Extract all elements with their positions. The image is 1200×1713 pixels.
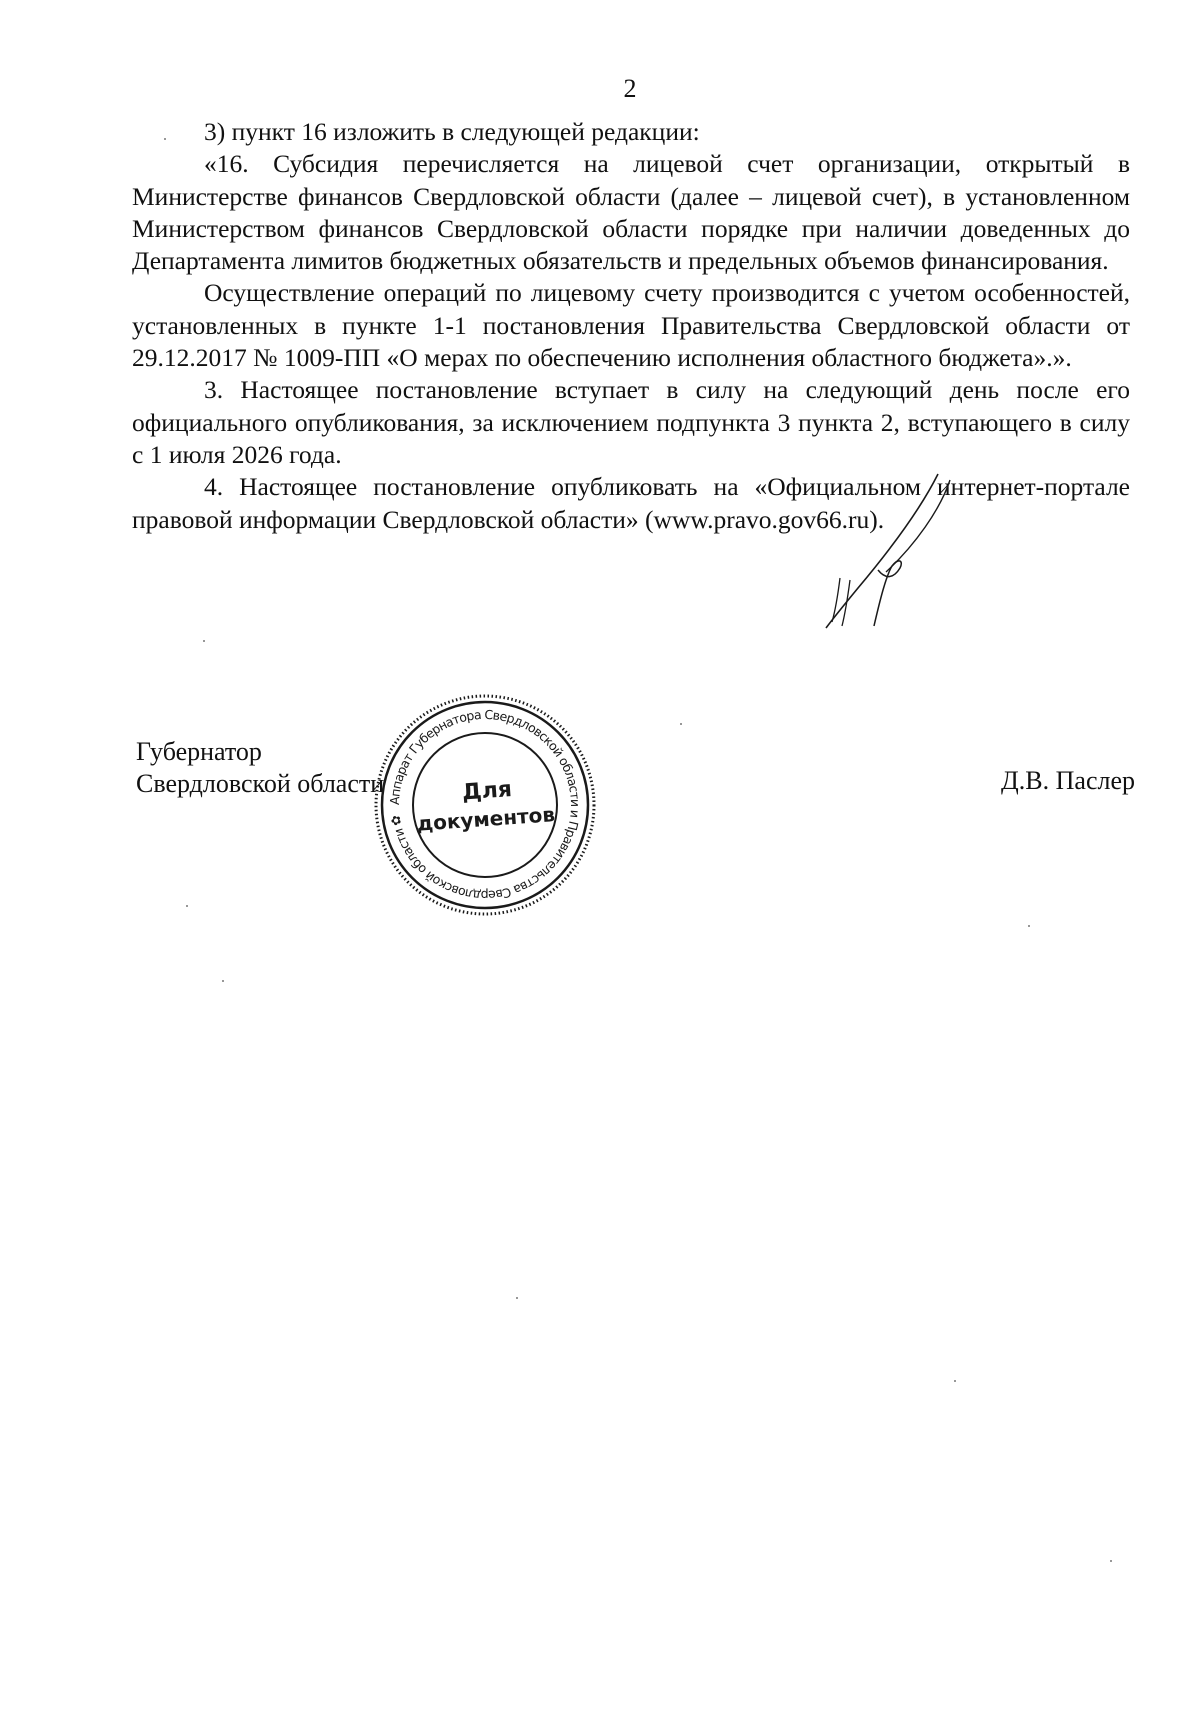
page-number: 2	[623, 74, 637, 103]
seal-center-line1: Для	[461, 777, 513, 806]
paragraph-operations: Осуществление операций по лицевому счету производится с учетом особенностей, установленных в пункте 1-1 постановления Правительства Свердловской области от 29.12.2017 № 1009-ПП «О мерах по обеспечению исполнения областного бюджета».».	[132, 278, 1130, 373]
scan-speck	[680, 723, 682, 725]
scan-speck	[1110, 1560, 1112, 1562]
seal-center-line2: документов	[416, 802, 556, 836]
official-seal-stamp	[372, 692, 598, 918]
signatory-region: Свердловской области	[136, 769, 385, 798]
paragraph-publication: 4. Настоящее постановление опубликовать на «Официальном интернет-портале правовой информации Свердловской области» (www.pravo.gov66.ru).	[132, 472, 1130, 534]
signatory-title: Губернатор	[136, 737, 262, 766]
scan-speck	[203, 640, 205, 642]
paragraph-effective-date: 3. Настоящее постановление вступает в силу на следующий день после его официального опубликования, за исключением подпункта 3 пункта 2, вступающего в силу с 1 июля 2026 года.	[132, 375, 1130, 469]
signatory-position	[136, 736, 384, 800]
paragraph-subitem-3: 3) пункт 16 изложить в следующей редакции:	[204, 117, 700, 146]
handwritten-signature	[820, 470, 970, 630]
scan-speck	[186, 905, 188, 907]
seal-ring-text: Аппарат Губернатора Свердловской области и Правительства Свердловской области ✿	[386, 706, 584, 904]
scan-speck	[222, 980, 224, 982]
scan-speck	[164, 138, 166, 140]
scan-speck	[516, 1297, 518, 1299]
signatory-name: Д.В. Паслер	[1001, 766, 1135, 795]
scan-speck	[1028, 925, 1030, 927]
document-body	[132, 116, 1130, 536]
scan-speck	[954, 1380, 956, 1382]
paragraph-item-16: «16. Субсидия перечисляется на лицевой счет организации, открытый в Министерстве финансов Свердловской области (далее – лицевой счет), в установленном Министерством финансов Свердловской области порядке при наличии доведенных до Департамента лимитов бюджетных обязательств и предельных объемов финансирования.	[132, 149, 1130, 276]
